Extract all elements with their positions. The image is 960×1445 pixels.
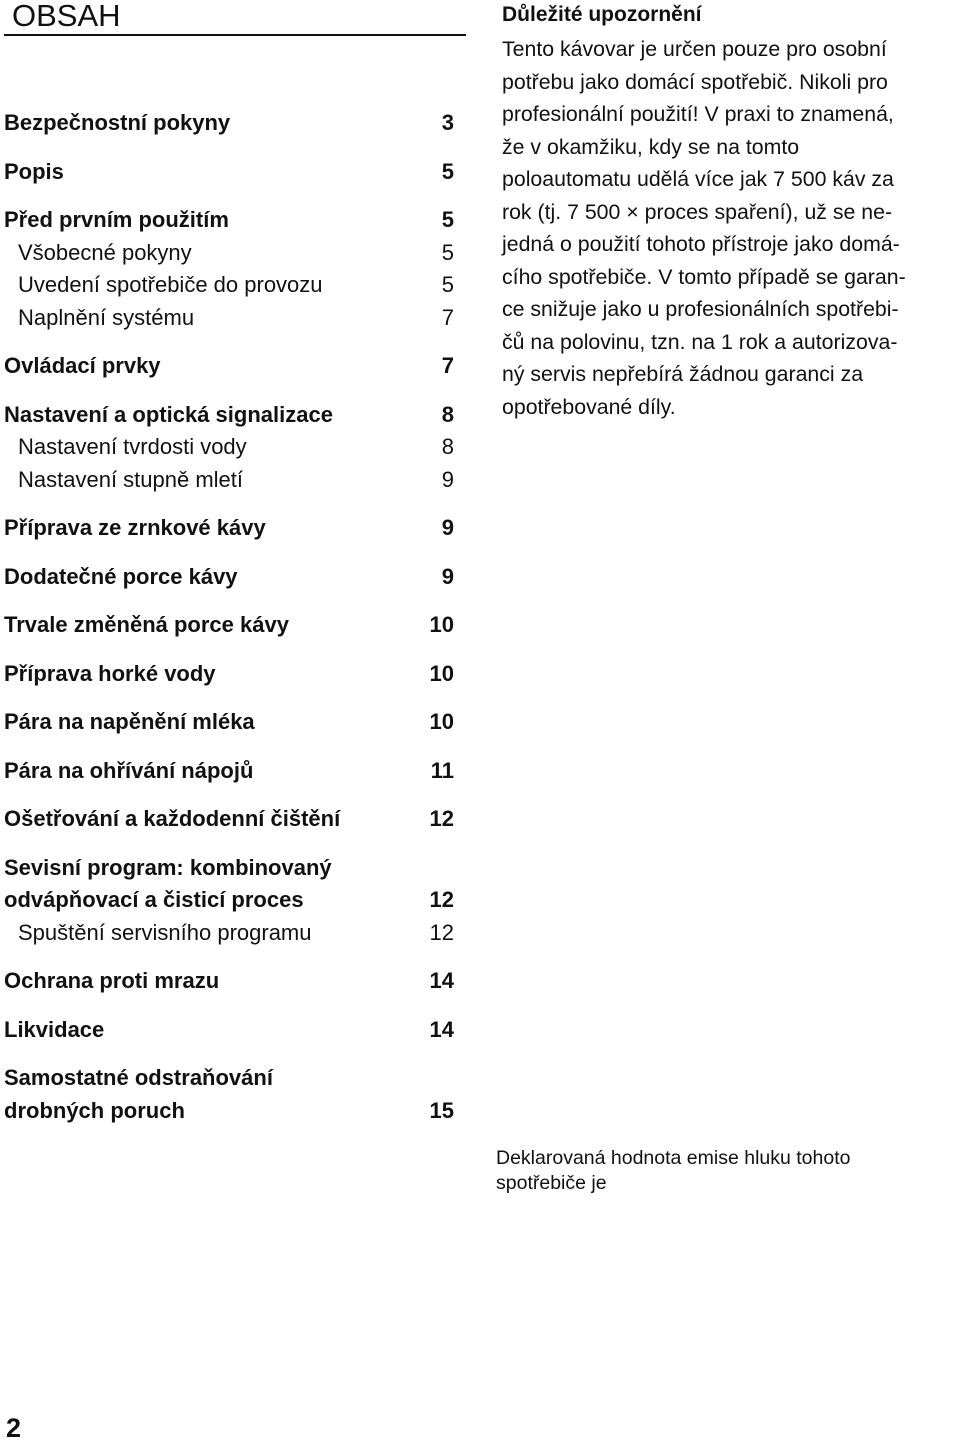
toc-group xyxy=(4,107,454,140)
notice-body xyxy=(502,33,957,423)
toc-entry-page: 10 xyxy=(429,709,454,734)
toc-group xyxy=(4,1014,454,1047)
toc-entry-page: 5 xyxy=(441,207,454,232)
toc-group xyxy=(4,965,454,998)
toc-title: OBSAH xyxy=(12,0,121,33)
toc-entry-page: 10 xyxy=(429,612,454,637)
toc-entry-label: Ošetřování a každodenní čištění xyxy=(4,806,341,831)
notice-line: profesionální použití! V praxi to znamená, xyxy=(502,102,894,126)
toc-entry-label: Příprava ze zrnkové kávy xyxy=(4,515,266,540)
toc-group xyxy=(4,658,454,691)
toc-entry-page: 7 xyxy=(441,353,454,378)
toc-subentry-label: Spuštění servisního programu xyxy=(18,919,312,945)
notice-line: ný servis nepřebírá žádnou garanci za xyxy=(502,362,864,386)
toc-subentry xyxy=(4,464,454,497)
toc-entry-label: Samostatné odstraňování drobných poruch xyxy=(4,1065,273,1123)
toc-group xyxy=(4,561,454,594)
toc-entry-page: 5 xyxy=(441,158,454,184)
toc-entry xyxy=(4,561,454,594)
toc-entry-label: Bezpečnostní pokyny xyxy=(4,110,231,135)
toc-subentry-page: 8 xyxy=(441,434,454,459)
toc-entry-label: Ovládací prvky xyxy=(4,353,161,378)
toc-subentry-label: Naplnění systému xyxy=(18,304,195,330)
toc-subentry-page: 12 xyxy=(429,919,454,945)
toc-entry-label: Dodatečné porce kávy xyxy=(4,563,238,589)
notice-line: potřebu jako domácí spotřebič. Nikoli pro xyxy=(502,69,888,94)
toc-entry-page: 15 xyxy=(429,1097,454,1123)
toc-entry xyxy=(4,706,454,739)
toc-entry-label: Likvidace xyxy=(4,1016,105,1042)
toc-subentry-label: Nastavení stupně mletí xyxy=(18,466,244,492)
toc-group xyxy=(4,204,454,334)
toc-entry-label: Nastavení a optická signalizace xyxy=(4,401,333,427)
toc-group xyxy=(4,350,454,383)
toc-group xyxy=(4,755,454,788)
notice-line: ce snižuje jako u profesionálních spotřebi- xyxy=(502,297,899,321)
toc-group xyxy=(4,706,454,739)
toc-entry xyxy=(4,107,454,140)
notice-line: rok (tj. 7 500 × proces spaření), už se ne- xyxy=(502,199,893,224)
toc-subentry-label: Všobecné pokyny xyxy=(18,239,192,265)
toc-subentry xyxy=(4,431,454,464)
important-notice xyxy=(502,0,957,423)
toc-entry xyxy=(4,755,454,788)
toc-entry-label: Příprava horké vody xyxy=(4,660,216,686)
toc-subentry xyxy=(4,302,454,335)
toc-entry-label: Pára na napěnění mléka xyxy=(4,709,255,734)
page-number: 2 xyxy=(6,1413,22,1443)
toc-entry-page: 12 xyxy=(429,806,454,831)
toc-subentry xyxy=(4,917,454,950)
toc-entry xyxy=(4,852,454,917)
toc-group xyxy=(4,1062,454,1127)
toc-entry xyxy=(4,156,454,189)
toc-entry-label: Popis xyxy=(4,158,64,184)
toc-entry-label: Před prvním použitím xyxy=(4,207,229,232)
toc-group xyxy=(4,852,454,950)
toc-group xyxy=(4,156,454,189)
notice-line: Tento kávovar je určen pouze pro osobní xyxy=(502,37,887,61)
toc-entry xyxy=(4,658,454,691)
toc-title-rule xyxy=(4,34,466,36)
toc-entry xyxy=(4,1014,454,1047)
toc-entry-label: Pára na ohřívání nápojů xyxy=(4,757,254,783)
toc-entry-label: Sevisní program: kombinovaný odvápňovací a čisticí proces xyxy=(4,854,332,912)
toc-entry-page: 14 xyxy=(429,1016,454,1042)
toc-subentry-page: 9 xyxy=(441,466,454,492)
toc-group xyxy=(4,512,454,545)
toc-entry xyxy=(4,803,454,836)
notice-line: čů na polovinu, tzn. na 1 rok a autorizova- xyxy=(502,329,898,354)
toc-entry xyxy=(4,609,454,642)
toc-group xyxy=(4,609,454,642)
toc-entry-page: 12 xyxy=(429,887,454,912)
toc-entry-page: 10 xyxy=(429,660,454,686)
toc-entry-label: Ochrana proti mrazu xyxy=(4,968,220,993)
toc-subentry xyxy=(4,237,454,270)
toc-subentry-page: 7 xyxy=(441,304,454,330)
toc-group xyxy=(4,399,454,497)
toc-entry xyxy=(4,204,454,237)
toc-entry-page: 8 xyxy=(441,401,454,427)
notice-line: cího spotřebiče. V tomto případě se garan- xyxy=(502,264,906,289)
toc-subentry-label: Uvedení spotřebiče do provozu xyxy=(18,272,323,297)
toc-entry xyxy=(4,965,454,998)
toc-entry xyxy=(4,1062,454,1127)
toc-list xyxy=(4,107,454,1127)
toc-entry xyxy=(4,512,454,545)
toc-entry-page: 9 xyxy=(441,515,454,540)
toc-subentry xyxy=(4,269,454,302)
notice-line: jedná o použití tohoto přístroje jako domá- xyxy=(502,232,900,256)
toc-entry-page: 11 xyxy=(430,757,454,783)
toc-entry xyxy=(4,350,454,383)
notice-line: poloautomatu udělá více jak 7 500 káv za xyxy=(502,167,894,191)
toc-subentry-page: 5 xyxy=(441,272,454,297)
toc-subentry-page: 5 xyxy=(441,239,454,265)
noise-emission-note: Deklarovaná hodnota emise hluku tohoto spotřebiče je xyxy=(496,1147,851,1194)
toc-entry xyxy=(4,399,454,432)
toc-entry-page: 14 xyxy=(429,968,454,993)
table-of-contents xyxy=(4,0,466,1143)
toc-entry-label: Trvale změněná porce kávy xyxy=(4,612,289,637)
toc-entry-page: 3 xyxy=(441,110,454,135)
notice-heading: Důležité upozornění xyxy=(502,3,702,26)
notice-line: opotřebované díly. xyxy=(502,394,676,419)
toc-group xyxy=(4,803,454,836)
toc-entry-page: 9 xyxy=(441,563,454,589)
notice-line: že v okamžiku, kdy se na tomto xyxy=(502,134,800,159)
toc-subentry-label: Nastavení tvrdosti vody xyxy=(18,434,247,459)
